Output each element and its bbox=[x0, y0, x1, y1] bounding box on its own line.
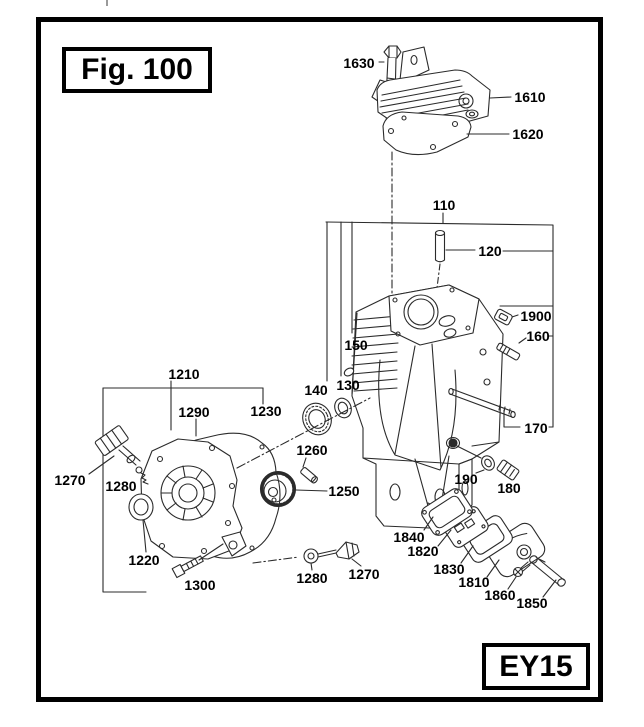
part-callout-1830-26: 1830 bbox=[433, 561, 465, 577]
part-callout-110-3: 110 bbox=[432, 197, 456, 213]
plug-180-drawing bbox=[496, 459, 519, 480]
part-callout-1630-0: 1630 bbox=[343, 55, 375, 71]
leader-1280-b bbox=[311, 563, 312, 570]
part-callout-1220-20: 1220 bbox=[128, 552, 160, 568]
part-callout-1250-16: 1250 bbox=[328, 483, 360, 499]
part-callout-1610-1: 1610 bbox=[514, 89, 546, 105]
bolt-1260-drawing bbox=[300, 467, 319, 484]
leader-170 bbox=[504, 410, 520, 427]
part-callout-1270-14: 1270 bbox=[54, 472, 86, 488]
part-callout-1290-11: 1290 bbox=[178, 404, 210, 420]
leader-1900 bbox=[512, 315, 518, 317]
part-callout-1280-22: 1280 bbox=[296, 570, 328, 586]
part-callout-1840-24: 1840 bbox=[393, 529, 425, 545]
leader-1250 bbox=[296, 490, 327, 491]
part-callout-1810-27: 1810 bbox=[458, 574, 490, 590]
crankcase-110-drawing bbox=[352, 285, 503, 529]
leader-1270-a bbox=[89, 456, 114, 474]
part-callout-1280-15: 1280 bbox=[105, 478, 137, 494]
part-callout-1860-28: 1860 bbox=[484, 587, 516, 603]
part-callout-160-6: 160 bbox=[526, 328, 550, 344]
part-callout-180-19: 180 bbox=[497, 480, 521, 496]
oil-seal-1220-drawing bbox=[129, 494, 153, 520]
figure-number-label: Fig. 100 bbox=[81, 53, 193, 86]
sensor-1270-drawing bbox=[95, 425, 140, 465]
part-callout-130-8: 130 bbox=[336, 377, 360, 393]
plug-1900-drawing bbox=[494, 308, 513, 325]
dowel-pin-120-drawing bbox=[436, 231, 445, 262]
washer-190-drawing bbox=[479, 454, 497, 473]
part-callout-170-17: 170 bbox=[524, 420, 548, 436]
part-callout-1270-23: 1270 bbox=[348, 566, 380, 582]
model-code-label: EY15 bbox=[499, 649, 573, 683]
part-callout-120-4: 120 bbox=[478, 243, 502, 259]
leader-1610 bbox=[490, 97, 511, 98]
part-callout-190-18: 190 bbox=[454, 471, 478, 487]
part-callout-150-7: 150 bbox=[344, 337, 368, 353]
valve-1270-b-drawing bbox=[318, 542, 359, 559]
leader-160 bbox=[519, 338, 526, 343]
governor-axis-dash bbox=[253, 557, 299, 563]
head-gasket-1620-drawing bbox=[383, 112, 471, 155]
crankcase-cover-1210-drawing bbox=[141, 439, 246, 559]
part-callout-140-9: 140 bbox=[304, 382, 328, 398]
leader-1270-b bbox=[352, 559, 361, 566]
part-callout-1900-5: 1900 bbox=[520, 308, 552, 324]
part-callout-1620-2: 1620 bbox=[512, 126, 544, 142]
washer-1280-b-drawing bbox=[304, 549, 318, 563]
part-callout-1230-12: 1230 bbox=[250, 403, 282, 419]
part-callout-1210-10: 1210 bbox=[168, 366, 200, 382]
part-callout-1850-29: 1850 bbox=[516, 595, 548, 611]
part-callout-1820-25: 1820 bbox=[407, 543, 439, 559]
part-callout-1300-21: 1300 bbox=[184, 577, 216, 593]
leader-1260 bbox=[303, 458, 306, 467]
part-callout-1260-13: 1260 bbox=[296, 442, 328, 458]
